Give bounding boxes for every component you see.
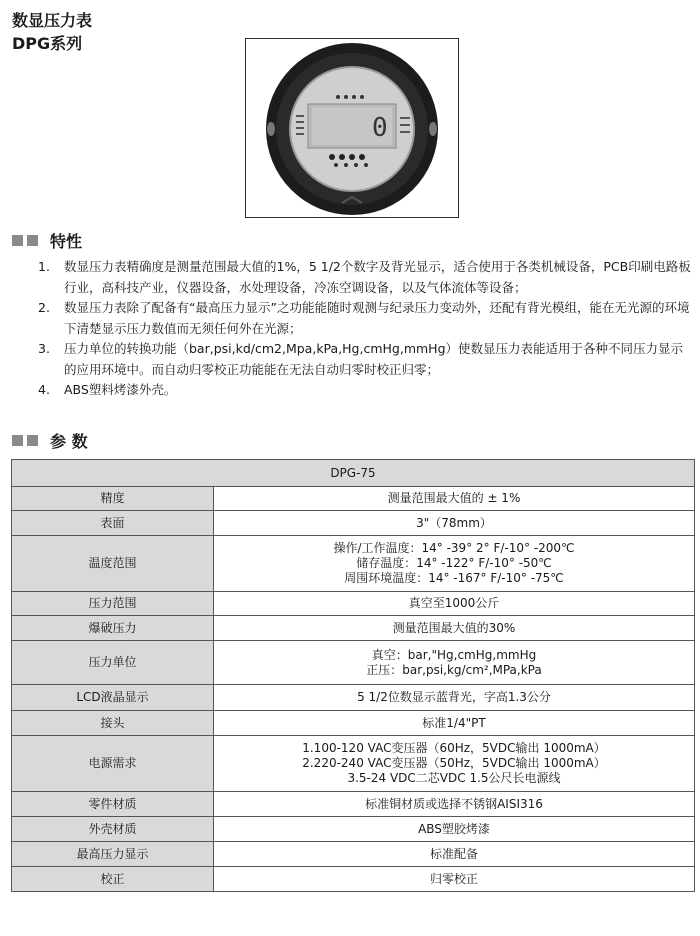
- product-photo: [245, 38, 459, 218]
- row-label: 零件材质: [12, 792, 214, 817]
- list-item: 3. 压力单位的转换功能（bar,psi,kd/cm2,Mpa,kPa,Hg,cmHg,mmHg）使数显压力表能适用于各种不同压力显示的应用环境中。而自动归零校正功能能在无法自动归零时校正归零；: [38, 341, 684, 377]
- row-value: 操作/工作温度：14° -39° 2° F/-10° -200℃ 储存温度：14° -122° F/-10° -50℃ 周围环境温度：14° -167° F/-10° -75℃: [214, 536, 695, 592]
- features-list: [38, 257, 694, 401]
- params-heading: 参 数: [12, 429, 88, 452]
- row-label: 爆破压力: [12, 616, 214, 641]
- row-value: 标准配备: [214, 842, 695, 867]
- section-marker-icon: [12, 435, 23, 446]
- table-row: [12, 685, 695, 711]
- row-value: 真空：bar,"Hg,cmHg,mmHg 正压：bar,psi,kg/cm²,MPa,kPa: [214, 641, 695, 685]
- row-label: 接头: [12, 711, 214, 736]
- row-value: 1.100-120 VAC变压器（60Hz，5VDC输出 1000mA） 2.220-240 VAC变压器（50Hz，5VDC输出 1000mA） 3.5-24 VDC二芯VDC 1.5公尺长电源线: [214, 736, 695, 792]
- row-label: 表面: [12, 511, 214, 536]
- row-label: 最高压力显示: [12, 842, 214, 867]
- row-label: 压力范围: [12, 592, 214, 616]
- section-marker-icon: [12, 235, 23, 246]
- section-marker-icon: [27, 235, 38, 246]
- spec-table: [11, 459, 695, 892]
- table-row: [12, 511, 695, 536]
- list-item: 2. 数显压力表除了配备有“最高压力显示”之功能能随时观测与纪录压力变动外，还配有背光模组，能在无光源的环境下清楚显示压力数值而无须任何外在光源；: [38, 300, 690, 336]
- row-label: 温度范围: [12, 536, 214, 592]
- row-value: 测量范围最大值的 ± 1%: [214, 487, 695, 511]
- table-row: [12, 592, 695, 616]
- row-value: 5 1/2位数显示蓝背光，字高1.3公分: [214, 685, 695, 711]
- row-value: ABS塑胶烤漆: [214, 817, 695, 842]
- page-subtitle: DPG系列: [12, 34, 83, 53]
- row-label: 电源需求: [12, 736, 214, 792]
- row-value: 归零校正: [214, 867, 695, 892]
- lcd-reading: 0: [372, 113, 388, 143]
- table-row: [12, 641, 695, 685]
- features-heading: 特性: [12, 229, 82, 252]
- row-label: LCD液晶显示: [12, 685, 214, 711]
- model-cell: DPG-75: [12, 460, 695, 487]
- row-label: 校正: [12, 867, 214, 892]
- table-row: [12, 842, 695, 867]
- table-row: [12, 867, 695, 892]
- list-item: 4. ABS塑料烤漆外壳。: [38, 382, 177, 397]
- table-row: [12, 711, 695, 736]
- page-title: 数显压力表: [12, 11, 93, 30]
- list-item: 1. 数显压力表精确度是测量范围最大值的1%，5 1/2个数字及背光显示，适合使用于各类机械设备，PCB印刷电路板行业，高科技产业，仪器设备，水处理设备，冷冻空调设备，以及气体流体等设备；: [38, 259, 691, 295]
- section-marker-icon: [27, 435, 38, 446]
- row-label: 精度: [12, 487, 214, 511]
- row-value: 测量范围最大值的30%: [214, 616, 695, 641]
- table-header-row: [12, 460, 695, 487]
- table-row: [12, 736, 695, 792]
- row-value: 3"（78mm）: [214, 511, 695, 536]
- row-label: 压力单位: [12, 641, 214, 685]
- table-row: [12, 792, 695, 817]
- row-value: 标准铜材质或选择不锈钢AISI316: [214, 792, 695, 817]
- table-row: [12, 536, 695, 592]
- table-row: [12, 616, 695, 641]
- table-row: [12, 487, 695, 511]
- row-value: 标准1/4"PT: [214, 711, 695, 736]
- row-label: 外壳材质: [12, 817, 214, 842]
- table-row: [12, 817, 695, 842]
- row-value: 真空至1000公斤: [214, 592, 695, 616]
